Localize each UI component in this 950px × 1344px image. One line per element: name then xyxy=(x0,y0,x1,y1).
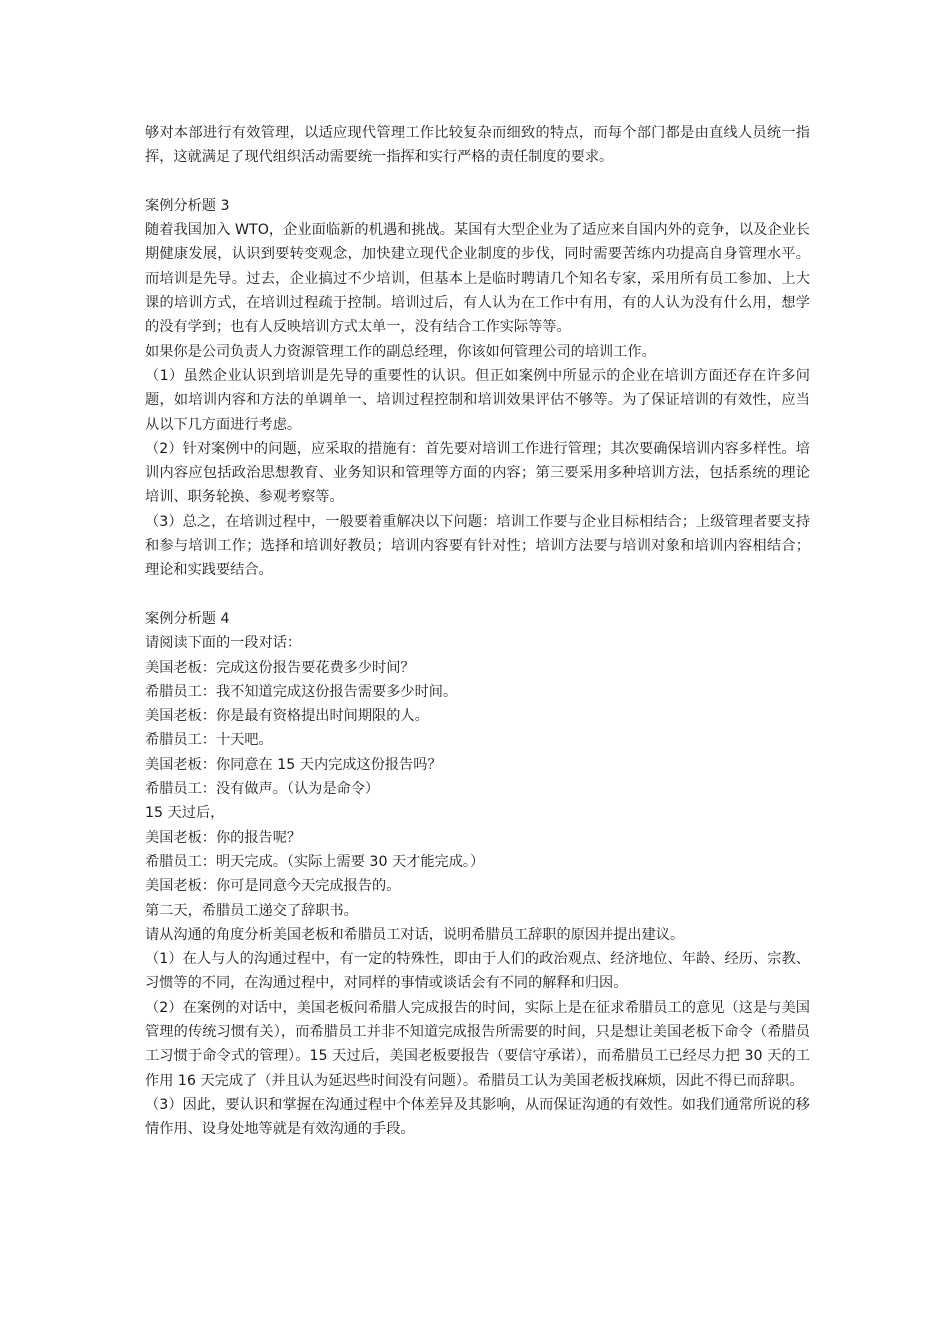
section-gap xyxy=(145,170,810,194)
case-4-prompt: 请阅读下面的一段对话： xyxy=(145,635,302,652)
case-4-answer-3: （3）因此，要认识和掌握在沟通过程中个体差异及其影响，从而保证沟通的有效性。如我们通常所说的移情作用、设身处地等就是有效沟通的手段。 xyxy=(145,1096,810,1138)
dialogue-line: 15 天过后， xyxy=(145,805,225,822)
case-4-title: 案例分析题 4 xyxy=(145,610,230,627)
dialogue-line: 美国老板：完成这份报告要花费多少时间？ xyxy=(145,659,415,676)
case-3-title: 案例分析题 3 xyxy=(145,197,230,214)
dialogue-line: 美国老板：你可是同意今天完成报告的。 xyxy=(145,878,401,895)
dialogue-line: 希腊员工：明天完成。（实际上需要 30 天才能完成。） xyxy=(145,853,485,870)
case-4-section xyxy=(145,607,810,1142)
section-gap xyxy=(145,583,810,607)
document-page xyxy=(145,121,810,1141)
case-4-answer-1: （1）在人与人的沟通过程中，有一定的特殊性，即由于人们的政治观点、经济地位、年龄、经历、宗教、习惯等的不同，在沟通过程中，对同样的事情或谈话会有不同的解释和归因。 xyxy=(145,951,810,992)
case-3-background: 随着我国加入 WTO，企业面临新的机遇和挑战。某国有大型企业为了适应来自国内外的竞争，以及企业长期健康发展，认识到要转变观念，加快建立现代企业制度的步伐，同时需要苦练内功提高自身管理水平。而培训是先导。过去，企业搞过不少培训，但基本上是临时聘请几个知名专家，采用所有员工参加、上大课的培训方式，在培训过程疏于控制。培训过后，有人认为在工作中有用，有的人认为没有什么用，想学的没有学到；也有人反映培训方式太单一，没有结合工作实际等等。 xyxy=(145,222,810,336)
case-3-answer-3: （3）总之，在培训过程中，一般要着重解决以下问题：培训工作要与企业目标相结合；上级管理者要支持和参与培训工作；选择和培训好教员；培训内容要有针对性；培训方法要与培训对象和培训内容相结合；理论和实践要结合。 xyxy=(145,513,810,579)
dialogue-line: 美国老板：你同意在 15 天内完成这份报告吗？ xyxy=(145,756,442,773)
case-4-question: 请从沟通的角度分析美国老板和希腊员工对话，说明希腊员工辞职的原因并提出建议。 xyxy=(145,926,685,943)
dialogue-line: 美国老板：你是最有资格提出时间期限的人。 xyxy=(145,708,429,725)
case-3-question: 如果你是公司负责人力资源管理工作的副总经理，你该如何管理公司的培训工作。 xyxy=(145,343,656,360)
case-3-answer-2: （2）针对案例中的问题，应采取的措施有：首先要对培训工作进行管理；其次要确保培训内容多样性。培训内容应包括政治思想教育、业务知识和管理等方面的内容；第三要采用多种培训方法，包括系统的理论培训、职务轮换、参观考察等。 xyxy=(145,440,810,506)
intro-paragraph: 够对本部进行有效管理，以适应现代管理工作比较复杂而细致的特点，而每个部门都是由直线人员统一指挥，这就满足了现代组织活动需要统一指挥和实行严格的责任制度的要求。 xyxy=(145,125,810,166)
dialogue-line: 希腊员工：我不知道完成这份报告需要多少时间。 xyxy=(145,683,458,700)
case-3-answer-1: （1）虽然企业认识到培训是先导的重要性的认识。但正如案例中所显示的企业在培训方面还存在许多问题，如培训内容和方法的单调单一、培训过程控制和培训效果评估不够等。为了保证培训的有效性，应当从以下几方面进行考虑。 xyxy=(145,367,810,433)
dialogue-line: 美国老板：你的报告呢？ xyxy=(145,829,302,846)
dialogue-line: 希腊员工：十天吧。 xyxy=(145,732,273,749)
dialogue-line: 希腊员工：没有做声。（认为是命令） xyxy=(145,781,380,798)
case-4-answer-2: （2）在案例的对话中，美国老板问希腊人完成报告的时间，实际上是在征求希腊员工的意见（这是与美国管理的传统习惯有关），而希腊员工并非不知道完成报告所需要的时间，只是想让美国老板下命令（希腊员工习惯于命令式的管理）。15 天过后，美国老板要报告（要信守承诺），而希腊员工已经尽力把 30 天的工作用 16 天完成了（并且认为延迟些时间没有问题）。希腊员工认为美国老板找麻烦，因此不得已而辞职。 xyxy=(145,999,810,1089)
dialogue-line: 第二天，希腊员工递交了辞职书。 xyxy=(145,902,358,919)
case-3-section xyxy=(145,194,810,583)
